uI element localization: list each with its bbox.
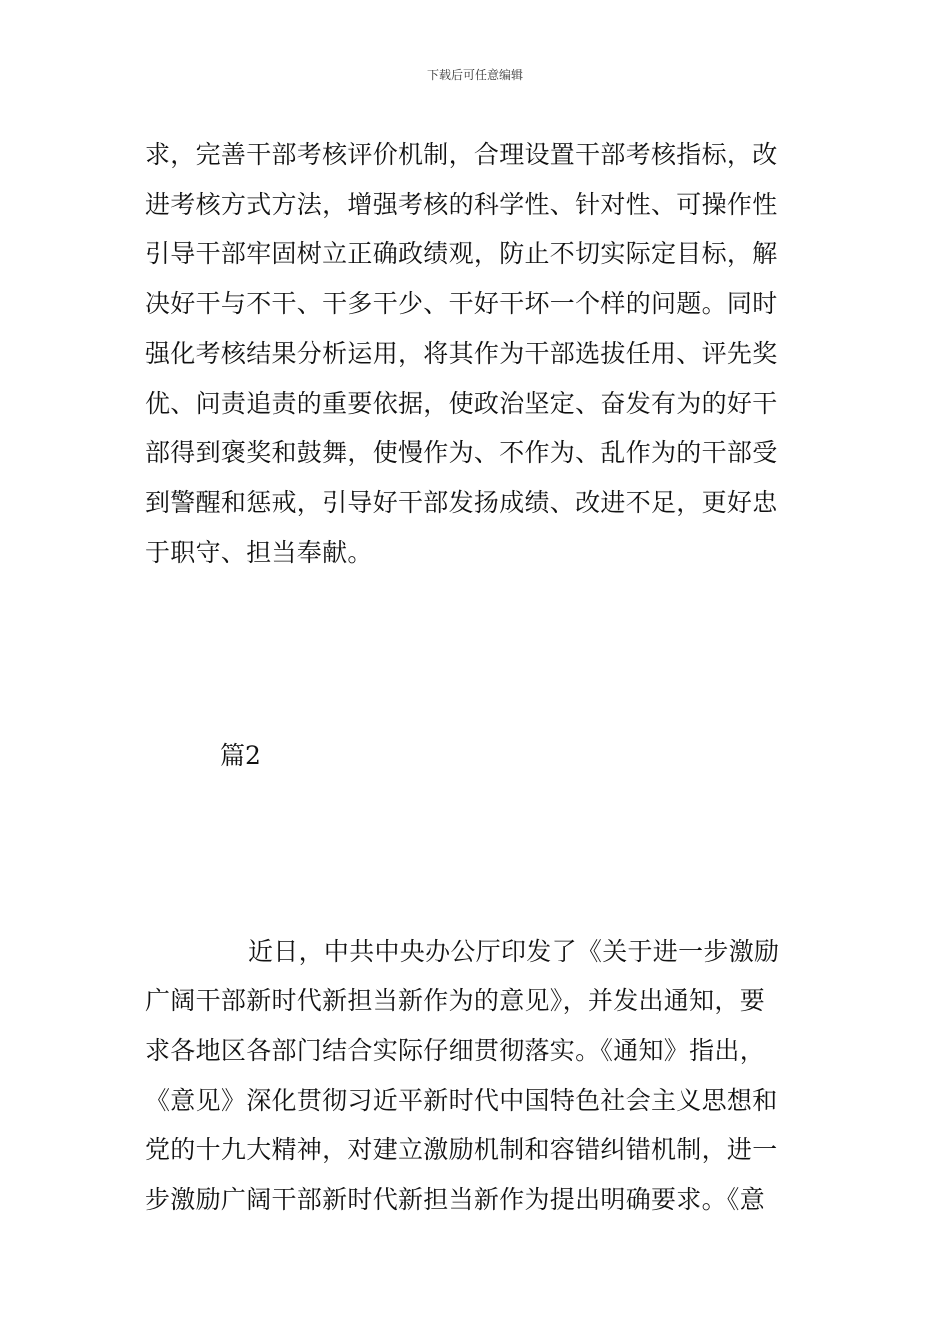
text-line: 引导干部牢固树立正确政绩观，防止不切实际定目标，解 (145, 239, 778, 268)
text-line: 部得到褒奖和鼓舞，使慢作为、不作为、乱作为的干部受 (145, 438, 778, 467)
text-line: 广阔干部新时代新担当新作为的意见》，并发出通知，要 (145, 986, 766, 1015)
text-line: 决好干与不干、干多干少、干好干坏一个样的问题。同时 (145, 289, 778, 318)
text-line: 到警醒和惩戒，引导好干部发扬成绩、改进不足，更好忠 (145, 488, 778, 517)
text-line: 进考核方式方法，增强考核的科学性、针对性、可操作性 (145, 190, 778, 219)
text-line: 强化考核结果分析运用，将其作为干部选拔任用、评先奖 (145, 339, 778, 368)
text-line: 求各地区各部门结合实际仔细贯彻落实。《通知》指出， (145, 1036, 766, 1065)
text-line: 于职守、担当奉献。 (145, 538, 373, 567)
section-heading: 篇2 (220, 741, 261, 770)
page-header: 下载后可任意编辑 (426, 68, 523, 82)
text-line: 步激励广阔干部新时代新担当新作为提出明确要求。《意 (145, 1185, 766, 1214)
text-line: 求，完善干部考核评价机制，合理设置干部考核指标，改 (145, 140, 778, 169)
text-line: 近日，中共中央办公厅印发了《关于进一步激励 (248, 937, 780, 966)
text-line: 党的十九大精神，对建立激励机制和容错纠错机制，进一 (145, 1135, 778, 1164)
text-line: 《意见》深化贯彻习近平新时代中国特色社会主义思想和 (145, 1086, 778, 1115)
text-line: 优、问责追责的重要依据，使政治坚定、奋发有为的好干 (145, 389, 778, 418)
